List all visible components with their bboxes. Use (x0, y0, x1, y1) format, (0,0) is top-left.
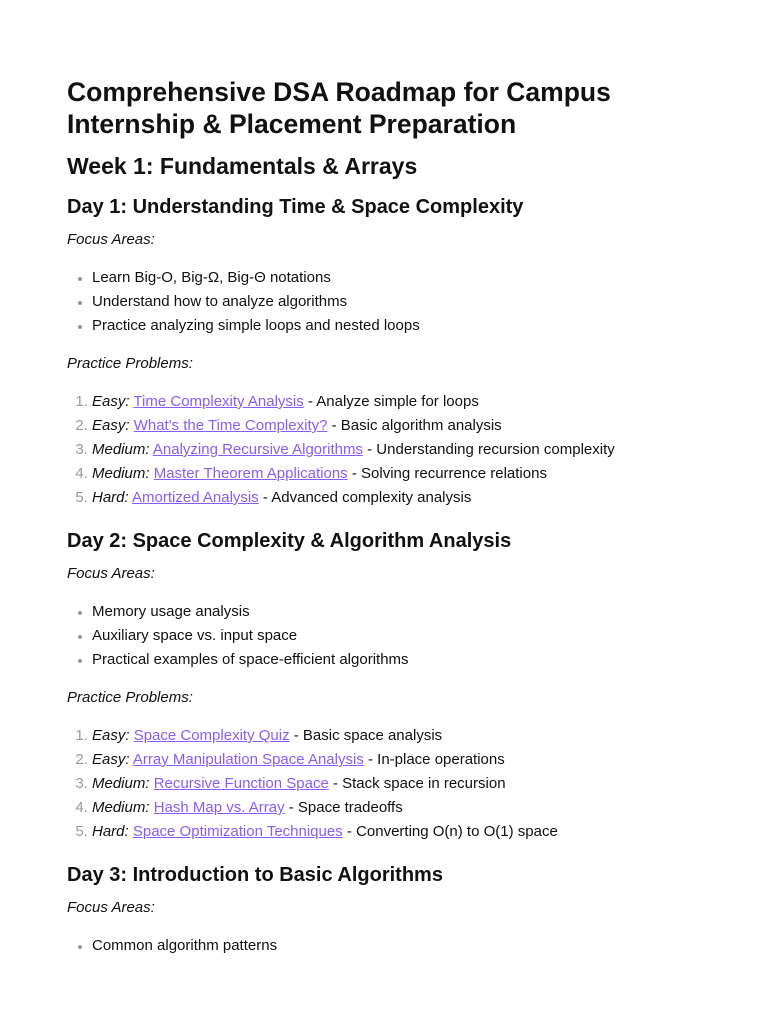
focus-list (67, 266, 701, 338)
problem-link[interactable]: Amortized Analysis (132, 489, 259, 506)
focus-areas-label: Focus Areas: (67, 899, 155, 916)
difficulty-label: Medium: (92, 799, 150, 816)
problem-link[interactable]: Array Manipulation Space Analysis (132, 751, 364, 768)
problem-description: - Stack space in recursion (328, 775, 506, 792)
list-item: • Auxiliary space vs. input space (92, 624, 701, 648)
problem-item (92, 390, 701, 414)
difficulty-label: Hard: (92, 823, 129, 840)
problem-description: - Analyze simple for loops (303, 393, 479, 410)
day-heading: Day 1: Understanding Time & Space Complexity (67, 196, 524, 218)
problem-description: - Basic space analysis (289, 727, 443, 744)
problem-link[interactable]: Time Complexity Analysis (133, 393, 304, 410)
week-heading: Week 1: Fundamentals & Arrays (67, 153, 418, 179)
problem-link[interactable]: Analyzing Recursive Algorithms (152, 441, 363, 458)
problem-item (92, 414, 701, 438)
problem-item (92, 772, 701, 796)
problem-item (92, 796, 701, 820)
difficulty-label: Medium: (92, 465, 150, 482)
day-heading: Day 3: Introduction to Basic Algorithms (67, 864, 443, 886)
problem-description: - Understanding recursion complexity (362, 441, 615, 458)
day-section-3 (67, 862, 701, 958)
problem-item (92, 462, 701, 486)
difficulty-label: Easy: (92, 751, 130, 768)
list-item: • Common algorithm patterns (92, 934, 701, 958)
day-section-1 (67, 194, 701, 510)
focus-areas-label: Focus Areas: (67, 231, 155, 248)
focus-list (67, 934, 701, 958)
list-item: • Understand how to analyze algorithms (92, 290, 701, 314)
page-title: Comprehensive DSA Roadmap for Campus Internship & Placement Preparation (67, 77, 611, 139)
problem-item (92, 438, 701, 462)
problem-list (67, 724, 701, 844)
problem-link[interactable]: What's the Time Complexity? (133, 417, 328, 434)
problem-link[interactable]: Space Complexity Quiz (133, 727, 290, 744)
difficulty-label: Easy: (92, 727, 130, 744)
problem-item (92, 724, 701, 748)
problem-list (67, 390, 701, 510)
problem-item (92, 820, 701, 844)
problem-link[interactable]: Recursive Function Space (153, 775, 329, 792)
day-heading: Day 2: Space Complexity & Algorithm Analysis (67, 530, 512, 552)
problem-description: - Advanced complexity analysis (258, 489, 472, 506)
difficulty-label: Medium: (92, 441, 150, 458)
problem-description: - Converting O(n) to O(1) space (342, 823, 558, 840)
difficulty-label: Medium: (92, 775, 150, 792)
day-section-2 (67, 528, 701, 844)
problem-link[interactable]: Hash Map vs. Array (153, 799, 285, 816)
problem-link[interactable]: Master Theorem Applications (153, 465, 348, 482)
problem-item (92, 748, 701, 772)
problem-description: - Solving recurrence relations (347, 465, 547, 482)
list-item: • Learn Big-O, Big-Ω, Big-Θ notations (92, 266, 701, 290)
practice-problems-label: Practice Problems: (67, 355, 193, 372)
focus-list (67, 600, 701, 672)
problem-link[interactable]: Space Optimization Techniques (132, 823, 343, 840)
problem-description: - Space tradeoffs (284, 799, 403, 816)
problem-item (92, 486, 701, 510)
difficulty-label: Easy: (92, 417, 130, 434)
list-item: • Practical examples of space-efficient algorithms (92, 648, 701, 672)
difficulty-label: Easy: (92, 393, 130, 410)
list-item: • Memory usage analysis (92, 600, 701, 624)
problem-description: - In-place operations (363, 751, 505, 768)
problem-description: - Basic algorithm analysis (327, 417, 502, 434)
difficulty-label: Hard: (92, 489, 129, 506)
list-item: • Practice analyzing simple loops and nested loops (92, 314, 701, 338)
practice-problems-label: Practice Problems: (67, 689, 193, 706)
focus-areas-label: Focus Areas: (67, 565, 155, 582)
